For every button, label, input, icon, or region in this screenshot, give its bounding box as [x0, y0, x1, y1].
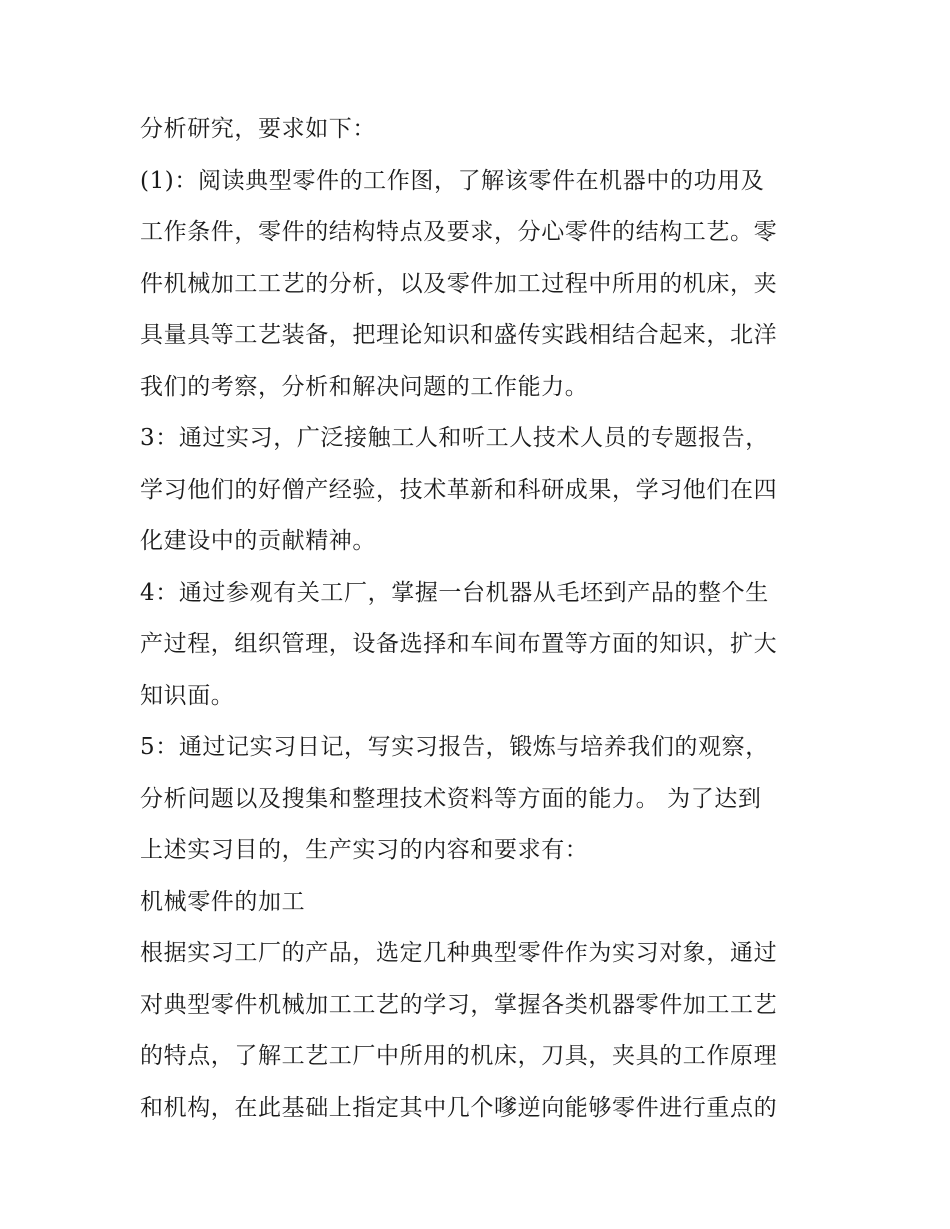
text-line: 工作条件，零件的结构特点及要求，分心零件的结构工艺。零	[140, 219, 778, 245]
text-line: 分析问题以及搜集和整理技术资料等方面的能力。 为了达到	[140, 785, 762, 812]
text-line: 根据实习工厂的产品，选定几种典型零件作为实习对象，通过	[140, 940, 778, 966]
text-line: 化建设中的贡献精神。	[140, 528, 376, 554]
text-line: 5：通过记实习日记，写实习报告，锻炼与培养我们的观察，	[140, 734, 769, 760]
text-line: 具量具等工艺装备，把理论知识和盛传实践相结合起来，北洋	[140, 322, 778, 348]
text-line: 件机械加工工艺的分析，以及零件加工过程中所用的机床，夹	[140, 270, 778, 297]
text-line: 4：通过参观有关工厂，掌握一台机器从毛坯到产品的整个生	[140, 579, 769, 606]
text-line: 上述实习目的，生产实习的内容和要求有：	[140, 837, 589, 863]
text-line: 3：通过实习，广泛接触工人和听工人技术人员的专题报告，	[140, 425, 769, 451]
text-line: 对典型零件机械加工工艺的学习，掌握各类机器零件加工工艺	[140, 991, 778, 1018]
text-line: 产过程，组织管理，设备选择和车间布置等方面的知识，扩大	[140, 631, 778, 657]
text-line: 的特点，了解工艺工厂中所用的机床，刀具，夹具的工作原理	[140, 1043, 778, 1069]
text-line: (1)：阅读典型零件的工作图，了解该零件在机器中的功用及	[140, 167, 765, 194]
text-line: 知识面。	[140, 682, 235, 709]
section-heading: 机械零件的加工	[140, 888, 306, 915]
text-line: 学习他们的好僧产经验，技术革新和科研成果，学习他们在四	[140, 476, 778, 503]
document-body	[140, 104, 820, 1134]
text-line: 和机构，在此基础上指定其中几个嗲逆向能够零件进行重点的	[140, 1094, 778, 1121]
text-line: 我们的考察，分析和解决问题的工作能力。	[140, 373, 589, 400]
text-line: 分析研究，要求如下：	[140, 116, 376, 142]
